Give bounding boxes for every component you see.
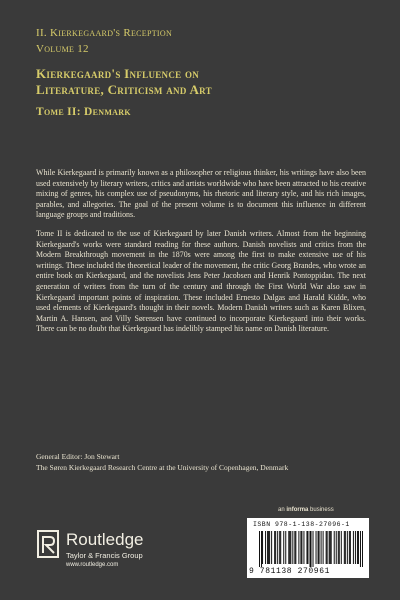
barcode-bar bbox=[283, 531, 284, 564]
barcode-bar bbox=[259, 531, 260, 567]
barcode-bar bbox=[269, 531, 270, 564]
barcode-bar bbox=[341, 531, 342, 564]
barcode-bar bbox=[326, 531, 327, 564]
barcode-bar bbox=[344, 531, 345, 564]
volume-number: Volume 12 bbox=[36, 43, 89, 55]
barcode-bar bbox=[362, 531, 363, 567]
barcode-bar bbox=[279, 531, 280, 564]
barcode-bar bbox=[307, 531, 308, 564]
barcode-bar bbox=[262, 531, 263, 564]
publisher-url: www.routledge.com bbox=[66, 562, 119, 568]
barcode-bar bbox=[355, 531, 356, 564]
barcode-bar bbox=[280, 531, 281, 564]
barcode-bar bbox=[357, 531, 358, 564]
barcode-bar bbox=[321, 531, 322, 564]
barcode-bar bbox=[295, 531, 296, 564]
informa-brand: informa bbox=[286, 507, 309, 513]
book-title-line-1: Kierkegaard's Influence on bbox=[36, 66, 200, 81]
informa-suffix: business bbox=[310, 507, 334, 513]
barcode-number: 9 781138 270961 bbox=[249, 567, 331, 576]
research-centre: The Søren Kierkegaard Research Centre at the University of Copenhagen, Denmark bbox=[36, 462, 289, 472]
informa-prefix: an bbox=[278, 507, 285, 513]
book-title-line-2: Literature, Criticism and Art bbox=[36, 82, 212, 97]
blurb bbox=[36, 168, 366, 343]
barcode-bar bbox=[277, 531, 278, 564]
barcode-bar bbox=[301, 531, 302, 564]
barcode-bar bbox=[313, 531, 314, 567]
barcode-bar bbox=[349, 531, 350, 564]
barcode-bar bbox=[311, 531, 312, 567]
barcode-bar bbox=[267, 531, 268, 564]
isbn-label: ISBN 978-1-138-27096-1 bbox=[253, 521, 350, 528]
barcode-bar bbox=[339, 531, 340, 564]
informa-tagline bbox=[278, 507, 334, 513]
barcode-bar bbox=[318, 531, 319, 564]
barcode-bar bbox=[300, 531, 301, 564]
barcode-bars bbox=[259, 531, 363, 567]
routledge-logo-icon bbox=[36, 529, 62, 559]
barcode-bar bbox=[347, 531, 348, 564]
barcode-bar bbox=[336, 531, 337, 564]
barcode-bar bbox=[294, 531, 295, 564]
barcode-bar bbox=[327, 531, 328, 564]
barcode-bar bbox=[350, 531, 351, 564]
barcode-bar bbox=[319, 531, 320, 564]
barcode-bar bbox=[271, 531, 272, 564]
book-title bbox=[36, 66, 376, 98]
blurb-paragraph-2: Tome II is dedicated to the use of Kierkegaard by later Danish writers. Almost from the beginning Kierkegaard's works were standard reading for these authors. Danish novelists and critics from the Modern Breakthrough movement in the 1870s were among the first to make extensive use of his writings. These included the theoretical leader of the movement, the critic Georg Brandes, who wrote an entire book on Kierkegaard, and the novelists Jens Peter Jacobsen and Henrik Pontoppidan. The next generation of writers from the turn of the century and through the First World War also saw in Kierkegaard important points of inspiration. These included Ernesto Dalgas and Harald Kidde, who used elements of Kierkegaard's thought in their novels. Modern Danish writers such as Karen Blixen, Martin A. Hansen, and Villy Sørensen have continued to incorporate Kierkegaard into their works. There can be no doubt that Kierkegaard has indelibly stamped his name on Danish literature. bbox=[36, 228, 366, 334]
barcode-bar bbox=[309, 531, 310, 567]
barcode-bar bbox=[289, 531, 290, 564]
cover-header bbox=[36, 26, 376, 118]
barcode-bar bbox=[275, 531, 276, 564]
barcode-bar bbox=[353, 531, 354, 564]
series-title: II. Kierkegaard's Reception bbox=[36, 27, 173, 39]
barcode-bar bbox=[345, 531, 346, 564]
barcode-bar bbox=[292, 531, 293, 564]
tome-subtitle: Tome II: Denmark bbox=[36, 106, 131, 118]
general-editor: General Editor: Jon Stewart bbox=[36, 452, 120, 461]
barcode-bar bbox=[358, 531, 359, 564]
barcode-bar bbox=[331, 531, 332, 564]
barcode-bar bbox=[285, 531, 286, 564]
barcode-bar bbox=[306, 531, 307, 564]
barcode-bar bbox=[290, 531, 291, 564]
editor-credits bbox=[36, 452, 366, 473]
barcode-bar bbox=[330, 531, 331, 564]
barcode-bar bbox=[274, 531, 275, 564]
barcode-bar bbox=[265, 531, 266, 564]
routledge-logo bbox=[36, 527, 196, 577]
barcode-bar bbox=[323, 531, 324, 564]
barcode-bar bbox=[329, 531, 330, 564]
barcode-bar bbox=[298, 531, 299, 564]
barcode-bar bbox=[338, 531, 339, 564]
publisher-name: Routledge bbox=[66, 530, 144, 549]
barcode bbox=[247, 518, 369, 578]
barcode-bar bbox=[360, 531, 361, 567]
barcode-bar bbox=[316, 531, 317, 564]
barcode-bar bbox=[334, 531, 335, 564]
publisher-group: Taylor & Francis Group bbox=[66, 551, 143, 560]
barcode-bar bbox=[288, 531, 289, 564]
barcode-bar bbox=[268, 531, 269, 564]
barcode-bar bbox=[261, 531, 262, 567]
barcode-bar bbox=[303, 531, 304, 564]
blurb-paragraph-1: While Kierkegaard is primarily known as a philosopher or religious thinker, his writings have also been used extensively by literary writers, critics and artists worldwide who have been attracted to his creative mixing of genres, his complex use of pseudonyms, his rhetoric and literary style, and his rich images, parables, and allegories. The goal of the present volume is to document this influence in different language groups and traditions. bbox=[36, 168, 366, 220]
